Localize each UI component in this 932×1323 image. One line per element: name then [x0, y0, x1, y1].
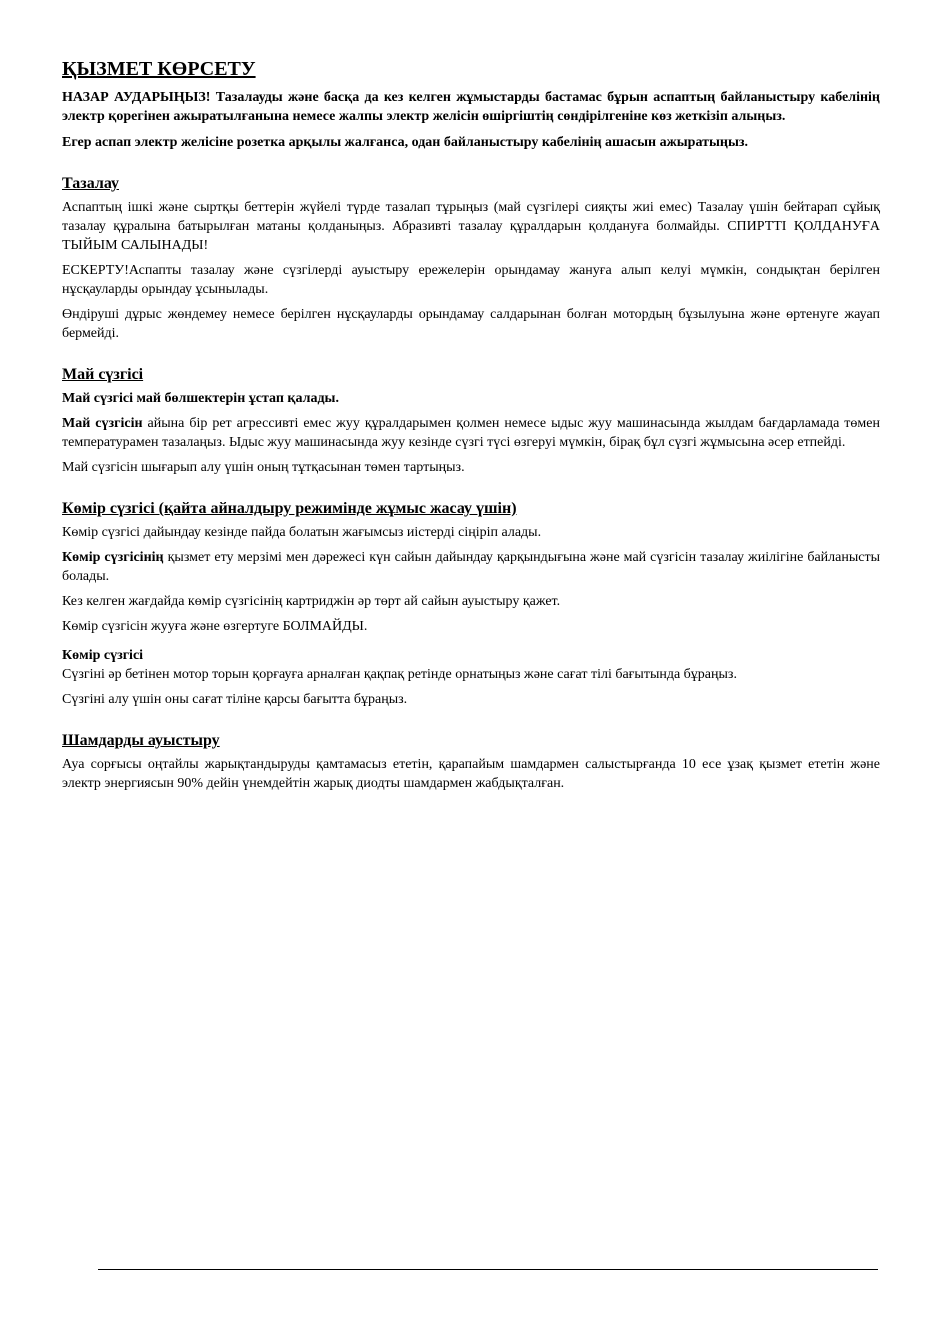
footer-divider: [98, 1269, 878, 1270]
manufacturer-liability-paragraph: Өндіруші дұрыс жөндемеу немесе берілген нұсқауларды орындамау салдарынан болған мотордың бұзылуына және өртенуге жауап бермейді.: [62, 307, 880, 341]
charcoal-filter-install-paragraph: Сүзгіні әр бетінен мотор торын қорғауға арналған қақпақ ретінде орнатыңыз және сағат тілі бағытында бұраңыз.: [62, 667, 737, 682]
section-title-charcoal-filter: Көмір сүзгісі (қайта айналдыру режимінде жұмыс жасау үшін): [62, 500, 517, 517]
section-title-cleaning: Тазалау: [62, 175, 120, 192]
charcoal-filter-no-wash-paragraph: Көмір сүзгісін жууға және өзгертуге БОЛМАЙДЫ.: [62, 619, 368, 634]
charcoal-filter-lifetime-text: қызмет ету мерзімі мен дәрежесі күн сайын дайындау қарқындығына және май сүзгісін тазалау жиілігіне байланысты болады.: [62, 550, 880, 584]
charcoal-filter-intro: Көмір сүзгісі дайындау кезінде пайда болатын жағымсыз иістерді сіңіріп алады.: [62, 525, 542, 540]
oil-filter-lead: Май сүзгісін: [62, 416, 143, 431]
oil-filter-cleaning-text: айына бір рет агрессивті емес жуу құралдарымен қолмен немесе ыдыс жуу машинасында жылдам бағдарламада төмен температурамен тазалаңыз. Ыдыс жуу машинасында жуу кезінде сүзгі түсі өзгеруі мүмкін, бірақ бұл сүзгі жұмысына әсер етпейді.: [62, 416, 880, 450]
charcoal-filter-remove-paragraph: Сүзгіні алу үшін оны сағат тіліне қарсы бағытта бұраңыз.: [62, 692, 408, 707]
warning-paragraph: НАЗАР АУДАРЫҢЫЗ! Тазалауды және басқа да кез келген жұмыстарды бастамас бұрын аспаптың байланыстыру кабелінің электр қорегінен ажыратылғанына немесе жалпы электр желісін өшіргіштің сөндірілгеніне көз жеткізіп алыңыз.: [62, 90, 880, 124]
section-title-lamps: Шамдарды ауыстыру: [62, 732, 220, 749]
oil-filter-intro: Май сүзгісі май бөлшектерін ұстап қалады.: [62, 391, 339, 406]
cleaning-caution-paragraph: ЕСКЕРТУ!Аспапты тазалау және сүзгілерді ауыстыру ережелерін орындамау жануға алып келуі мүмкін, сондықтан берілген нұсқауларды орындау ұсынылады.: [62, 263, 880, 297]
charcoal-filter-lifetime-paragraph: [62, 548, 880, 586]
manual-page: [62, 56, 880, 799]
charcoal-filter-lead: Көмір сүзгісінің: [62, 550, 164, 565]
charcoal-filter-replace-paragraph: Кез келген жағдайда көмір сүзгісінің картриджін әр төрт ай сайын ауыстыру қажет.: [62, 594, 561, 609]
page-title: ҚЫЗМЕТ КӨРСЕТУ: [62, 58, 256, 80]
cleaning-paragraph: Аспаптың ішкі және сыртқы беттерін жүйелі түрде тазалап тұрыңыз (май сүзгілері сияқты жиі емес) Тазалау үшін бейтарап сұйық тазалау құралына батырылған матаны қолданыңыз. Абразивті тазалау құралдарын қолдануға болмайды. СПИРТТІ ҚОЛДАНУҒА ТЫЙЫМ САЛЫНАДЫ!: [62, 200, 880, 253]
oil-filter-removal-paragraph: Май сүзгісін шығарып алу үшін оның тұтқасынан төмен тартыңыз.: [62, 460, 465, 475]
lamps-paragraph: Ауа сорғысы оңтайлы жарықтандыруды қамтамасыз ететін, қарапайым шамдармен салыстырғанда 10 есе ұзақ қызмет ететін және электр энергиясын 90% дейін үнемдейтін жарық диодты шамдармен жабдықталған.: [62, 757, 880, 791]
section-title-oil-filter: Май сүзгісі: [62, 366, 144, 383]
unplug-paragraph: Егер аспап электр желісіне розетка арқылы жалғанса, одан байланыстыру кабелінің ашасын ажыратыңыз.: [62, 135, 749, 150]
charcoal-filter-subtitle: Көмір сүзгісі: [62, 648, 144, 663]
oil-filter-cleaning-paragraph: [62, 414, 880, 452]
